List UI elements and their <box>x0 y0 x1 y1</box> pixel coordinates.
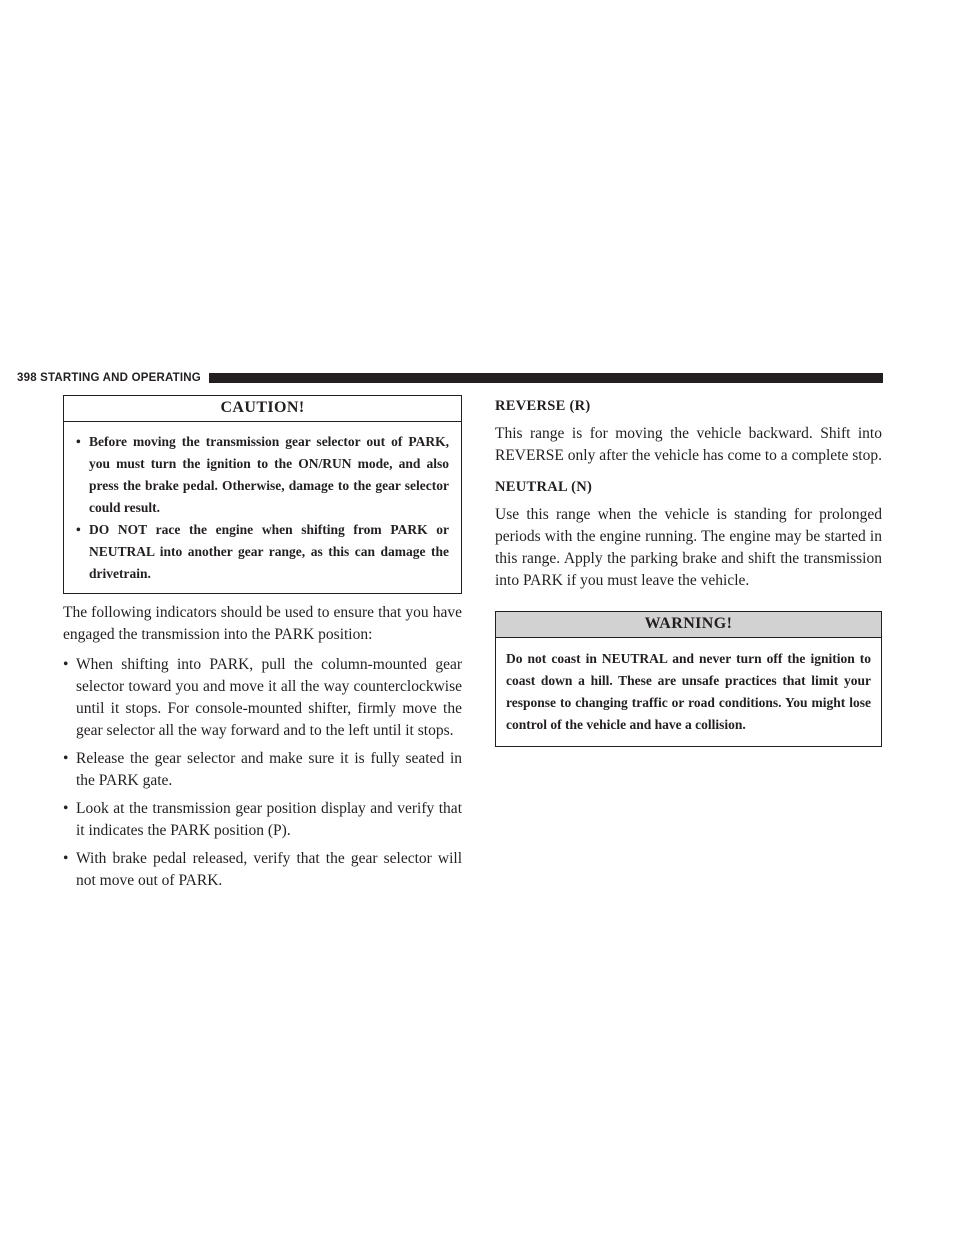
list-item-text: Look at the transmission gear position display and verify that it indicates the PARK position (P). <box>76 800 462 839</box>
bullet-glyph: • <box>63 656 69 673</box>
reverse-heading: REVERSE (R) <box>495 398 591 414</box>
park-indicator-list <box>63 654 462 892</box>
warning-text: Do not coast in NEUTRAL and never turn off the ignition to coast down a hill. These are unsafe practices that limit your response to changing traffic or road conditions. You might lose control of the vehicle and have a collision. <box>506 651 871 732</box>
caution-item <box>76 431 449 519</box>
bullet-glyph: • <box>63 850 69 867</box>
left-column <box>63 395 462 898</box>
page-number-section-title: 398 STARTING AND OPERATING <box>17 372 201 384</box>
warning-title: WARNING! <box>496 612 881 638</box>
intro-paragraph: The following indicators should be used to ensure that you have engaged the transmission into the PARK position: <box>63 604 462 643</box>
bullet-glyph: • <box>63 800 69 817</box>
neutral-heading: NEUTRAL (N) <box>495 479 593 495</box>
header-rule <box>209 373 883 383</box>
list-item <box>63 798 462 842</box>
caution-title: CAUTION! <box>64 396 461 422</box>
warning-box <box>495 611 882 747</box>
right-column <box>495 395 882 747</box>
list-item <box>63 654 462 742</box>
caution-box <box>63 395 462 594</box>
bullet-glyph: • <box>76 434 81 449</box>
list-item <box>63 848 462 892</box>
list-item-text: With brake pedal released, verify that the gear selector will not move out of PARK. <box>76 850 462 889</box>
bullet-glyph: • <box>76 522 81 537</box>
list-item <box>63 748 462 792</box>
neutral-paragraph: Use this range when the vehicle is standing for prolonged periods with the engine running. The engine may be started in this range. Apply the parking brake and shift the transmission into PARK if you must leave the vehicle. <box>495 506 882 589</box>
reverse-paragraph: This range is for moving the vehicle backward. Shift into REVERSE only after the vehicle has come to a complete stop. <box>495 425 882 464</box>
caution-body <box>64 422 461 593</box>
list-item-text: Release the gear selector and make sure it is fully seated in the PARK gate. <box>76 750 462 789</box>
caution-item-text: DO NOT race the engine when shifting from PARK or NEUTRAL into another gear range, as this can damage the drivetrain. <box>89 522 449 581</box>
caution-item <box>76 519 449 585</box>
list-item-text: When shifting into PARK, pull the column-mounted gear selector toward you and move it all the way counterclockwise until it stops. For console-mounted shifter, firmly move the gear selector all the way forward and to the left until it stops. <box>76 656 462 739</box>
caution-item-text: Before moving the transmission gear selector out of PARK, you must turn the ignition to the ON/RUN mode, and also press the brake pedal. Otherwise, damage to the gear selector could result. <box>89 434 449 515</box>
bullet-glyph: • <box>63 750 69 767</box>
page-header <box>17 371 883 385</box>
